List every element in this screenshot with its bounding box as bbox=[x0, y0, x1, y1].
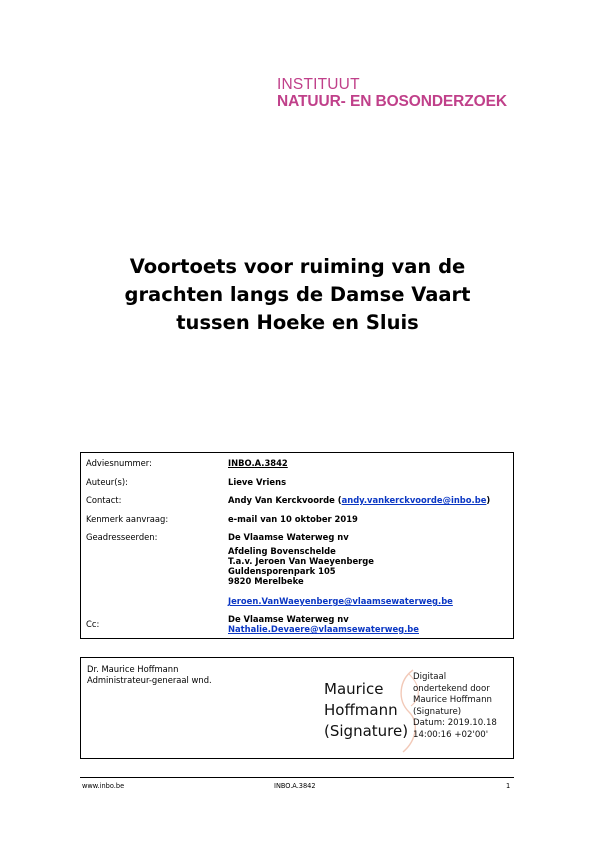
contact-name: Andy Van Kerckvoorde ( bbox=[228, 495, 342, 505]
cc-org: De Vlaamse Waterweg nv bbox=[228, 614, 349, 624]
auteurs-value: Lieve Vriens bbox=[228, 477, 287, 487]
addressee-email-link[interactable]: Jeroen.VanWaeyenberge@vlaamsewaterweg.be bbox=[228, 596, 453, 606]
info-table bbox=[80, 452, 514, 639]
logo-line-2: NATUUR- EN BOSONDERZOEK bbox=[277, 93, 507, 110]
title-line-2: grachten langs de Damse Vaart bbox=[124, 283, 471, 306]
addressee-line: T.a.v. Jeroen Van Waeyenberge bbox=[228, 556, 374, 566]
signature-detail-line: 14:00:16 +02'00' bbox=[413, 729, 489, 740]
signer-block bbox=[87, 664, 212, 686]
adviesnummer-value: INBO.A.3842 bbox=[228, 458, 288, 468]
cc-email-link[interactable]: Nathalie.Devaere@vlaamsewaterweg.be bbox=[228, 624, 419, 634]
contact-label: Contact: bbox=[86, 495, 122, 505]
kenmerk-value: e-mail van 10 oktober 2019 bbox=[228, 514, 358, 524]
signature-detail-line: Maurice Hoffmann bbox=[413, 695, 492, 705]
signature-detail-line: (Signature) bbox=[413, 706, 462, 717]
inbo-logo bbox=[277, 76, 507, 110]
contact-close: ) bbox=[486, 495, 491, 505]
kenmerk-label: Kenmerk aanvraag: bbox=[86, 514, 169, 524]
footer-website: www.inbo.be bbox=[82, 782, 125, 790]
footer-doc-id: INBO.A.3842 bbox=[274, 782, 316, 790]
signature-line: (Signature) bbox=[324, 722, 409, 740]
signature-detail-line: ondertekend door bbox=[413, 683, 490, 694]
footer-divider bbox=[80, 777, 514, 778]
addressee-line: Guldensporenpark 105 bbox=[228, 566, 336, 576]
footer-page-number: 1 bbox=[506, 782, 511, 790]
title-line-3: tussen Hoeke en Sluis bbox=[176, 311, 419, 334]
signature-details bbox=[413, 672, 497, 741]
contact-value bbox=[228, 495, 490, 505]
addressee-line: 9820 Merelbeke bbox=[228, 576, 304, 586]
signature-line: Maurice bbox=[324, 680, 384, 698]
signature-detail-line: Digitaal bbox=[413, 672, 447, 682]
contact-email-link[interactable]: andy.vankerckvoorde@inbo.be bbox=[341, 495, 487, 505]
cc-label: Cc: bbox=[86, 619, 100, 629]
signature-name bbox=[324, 679, 408, 742]
signer-role: Administrateur-generaal wnd. bbox=[87, 675, 212, 685]
addressee-line: Afdeling Bovenschelde bbox=[228, 546, 336, 556]
signature-detail-line: Datum: 2019.10.18 bbox=[413, 718, 497, 728]
title-line-1: Voortoets voor ruiming van de bbox=[129, 255, 466, 278]
auteurs-label: Auteur(s): bbox=[86, 477, 128, 487]
signature-box bbox=[80, 657, 514, 759]
adviesnummer-label: Adviesnummer: bbox=[86, 458, 152, 468]
document-title bbox=[60, 253, 535, 337]
signature-line: Hoffmann bbox=[324, 701, 398, 719]
addressee-org: De Vlaamse Waterweg nv bbox=[228, 532, 349, 542]
logo-line-1: INSTITUUT bbox=[277, 76, 360, 93]
geadresseerden-label: Geadresseerden: bbox=[86, 532, 158, 542]
signer-name: Dr. Maurice Hoffmann bbox=[87, 664, 179, 674]
